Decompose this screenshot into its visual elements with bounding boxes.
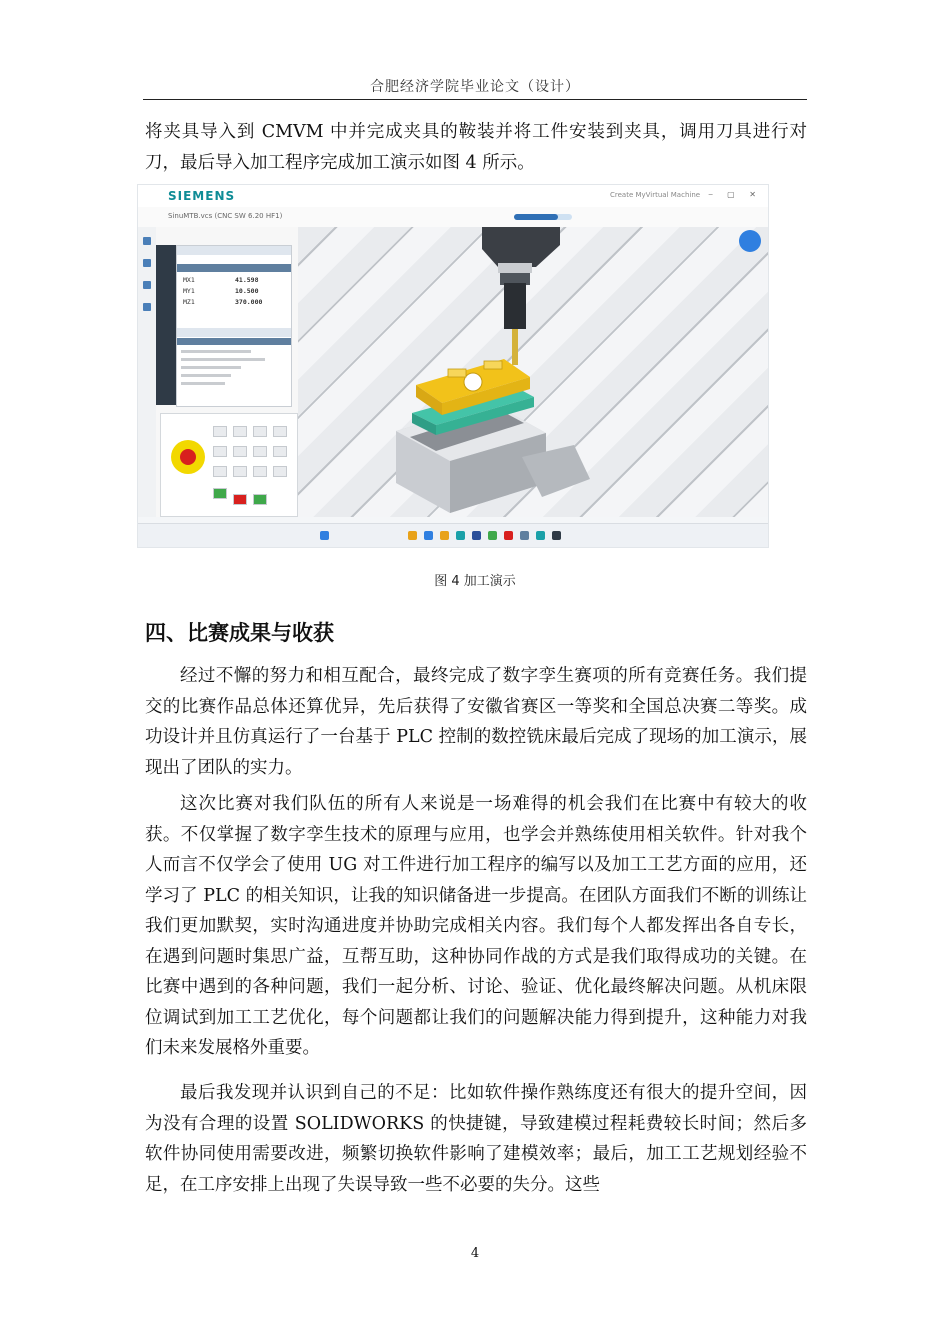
window-controls-icon: ⎯ ▢ ✕ — [708, 190, 762, 199]
hmi-screen — [176, 245, 292, 407]
hmi-axis-name-2: MY1 — [183, 287, 195, 295]
simulation-progress-fill — [514, 214, 558, 220]
3d-viewport — [298, 227, 768, 517]
emergency-stop-icon — [171, 440, 205, 474]
header-rule — [143, 99, 807, 100]
figure-screenshot — [137, 184, 769, 548]
body-paragraph-1: 经过不懈的努力和相互配合，最终完成了数字孪生赛项的所有竞赛任务。我们提交的比赛作品总体还算优异，先后获得了安徽省赛区一等奖和全国总决赛二等奖。成功设计并且仿真运行了一台基于 PLC 控制的数控铣床最后完成了现场的加工演示，展现出了团队的实力。 — [145, 666, 807, 778]
body-paragraph-2: 这次比赛对我们队伍的所有人来说是一场难得的机会我们在比赛中有较大的收获。不仅掌握了数字孪生技术的原理与应用，也学会并熟练使用相关软件。针对我个人而言不仅学会了使用 UG 对工件进行加工程序的编写以及加工工艺方面的应用，还学习了 PLC 的相关知识，让我的知识储备进一步提高。在团队方面我们不断的训练让我们更加默契，实时沟通进度并协助完成相关内容。我们每个人都发挥出各自专长，在遇到问题时集思广益，互帮互助，这种协同作战的方式是我们取得成功的关键。在比赛中遇到的各种问题，我们一起分析、讨论、验证、优化最终解决问题。从机床限位调试到加工工艺优化，每个问题都让我们的问题解决能力得到提升，这种能力对我们未来发展格外重要。 — [145, 794, 807, 1058]
hmi-vertical-toolbar — [156, 245, 176, 405]
cutting-tool — [512, 329, 518, 365]
spindle-head — [482, 227, 560, 267]
section-title: 四、比赛成果与收获 — [145, 621, 334, 645]
figure-caption: 图 4 加工演示 — [434, 574, 516, 589]
machine-scene — [298, 227, 768, 517]
body-paragraph-3: 最后我发现并认识到自己的不足：比如软件操作熟练度还有很大的提升空间，因为没有合理的设置 SOLIDWORKS 的快捷键，导致建模过程耗费较长时间；然后多软件协同使用需要改进，频繁切换软件影响了建模效率；最后，加工工艺规划经验不足，在工序安排上出现了失误导致一些不必要的失分。这些 — [145, 1083, 807, 1195]
hmi-axis-name-3: MZ1 — [183, 298, 195, 306]
tool-holder — [504, 283, 526, 329]
spindle-nose — [498, 263, 532, 273]
intro-paragraph: 将夹具导入到 CMVM 中并完成夹具的鞍装并将工件安装到夹具，调用刀具进行对刀，最后导入加工程序完成加工演示如图 4 所示。 — [145, 122, 807, 173]
windows-taskbar — [138, 523, 768, 548]
machine-control-panel — [160, 413, 298, 517]
simulation-progress-bar — [514, 214, 572, 220]
file-label: SinuMTB.vcs (CNC SW 6.20 HF1) — [168, 212, 283, 220]
view-cube-icon — [739, 230, 761, 252]
siemens-logo: SIEMENS — [168, 189, 236, 203]
app-title: Create MyVirtual Machine — [610, 191, 701, 199]
page-number: 4 — [470, 1246, 480, 1261]
left-icon-strip — [138, 227, 157, 517]
hmi-axis-value-1: 41.598 — [235, 276, 259, 284]
hmi-axis-name-1: MX1 — [183, 276, 195, 284]
hmi-axis-value-2: 10.500 — [235, 287, 259, 295]
running-header: 合肥经济学院毕业论文（设计） — [370, 79, 580, 95]
screenshot-titlebar — [138, 185, 768, 208]
screenshot-toolbar — [138, 207, 768, 228]
hmi-axis-value-3: 370.000 — [235, 298, 263, 306]
